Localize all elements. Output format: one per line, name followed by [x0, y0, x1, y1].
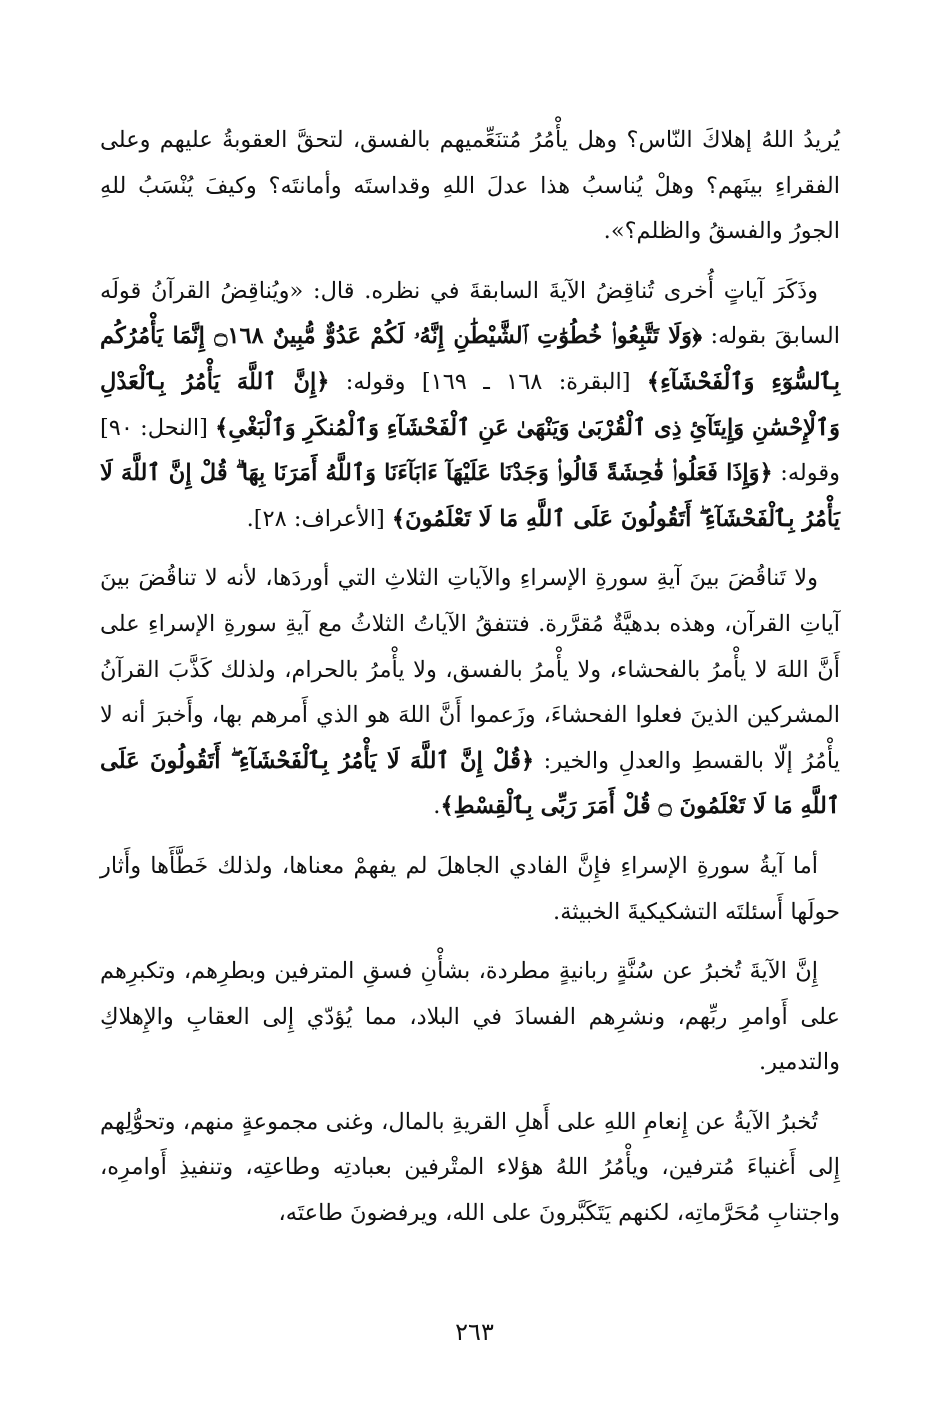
paragraph-3-text-1: ولا تَناقُضَ بينَ آيةِ سورةِ الإسراءِ والآياتِ الثلاثِ التي أوردَها، لأنه لا تناقُضَ بينَ آياتِ القرآن، وهذه بدهيَّةٌ مُقرَّرة. فتتفقُ الآياتُ الثلاثُ مع آيةِ سورةِ الإسراءِ على أَنَّ اللهَ لا يأْمرُ بالفحشاء، ولا يأْمرُ بالفسق، ولا يأْمرُ بالحرام، ولذلك كَذَّبَ القرآنُ المشركين الذينَ فعلوا الفحشاءَ، وزَعموا أَنَّ اللهَ هو الذي أَمرهم بها، وأَخبرَ أنه لا يأْمُرُ إلّا بالقسطِ والعدلِ والخير:	[100, 565, 840, 774]
citation-baqarah: [البقرة: ١٦٨ ـ ١٦٩] وقوله:	[329, 368, 647, 395]
citation-araf: [الأعراف: ٢٨].	[246, 505, 392, 532]
quran-verse-araf: ﴿وَإِذَا فَعَلُوا۟ فَٰحِشَةً قَالُوا۟ وَجَدْنَا عَلَيْهَآ ءَابَآءَنَا وَٱللَّهُ أَمَرَنَا بِهَا ۗ قُلْ إِنَّ ٱللَّهَ لَا يَأْمُرُ بِٱلْفَحْشَآءِ ۖ أَتَقُولُونَ عَلَى ٱللَّهِ مَا لَا تَعْلَمُونَ﴾	[100, 460, 840, 532]
paragraph-5	[100, 949, 840, 1086]
paragraph-6-text-1: تُخبرُ الآيةُ عن إِنعامِ اللهِ على أَهلِ القريةِ بالمال، وغنى مجموعةٍ منهم، وتحوُّلِهم إِلى أَغنياءَ مُترفين، ويأْمُرُ اللهُ هؤلاء المتْرفين بعبادتِه وطاعتِه، وتنفيذِ أَوامرِه، واجتنابِ مُحَرَّماتِه، لكنهم يَتَكَبَّرونَ على الله، ويرفضونَ طاعتَه،	[100, 1108, 840, 1227]
page-body	[100, 118, 840, 1251]
quran-verse-araf-29: ﴿قُلْ إِنَّ ٱللَّهَ لَا يَأْمُرُ بِٱلْفَحْشَآءِ ۖ أَتَقُولُونَ عَلَى ٱللَّهِ مَا لَا تَعْلَمُونَ ۝ قُلْ أَمَرَ رَبِّى بِٱلْقِسْطِ﴾	[100, 747, 840, 820]
paragraph-1-text-1: يُريدُ اللهُ إهلاكَ النّاس؟ وهل يأْمُرُ مُتنَعِّميهم بالفسق، لتحقَّ العقوبةُ عليهم وعلى الفقراءِ بينَهم؟ وهلْ يُناسبُ هذا عدلَ اللهِ وقداستَه وأمانتَه؟ وكيفَ يُنْسَبُ للهِ الجورُ والفسقُ والظلم؟».	[100, 127, 840, 245]
quran-verse-nahl: ﴿إِنَّ ٱللَّهَ يَأْمُرُ بِٱلْعَدْلِ وَٱلْإِحْسَٰنِ وَإِيتَآئِ ذِى ٱلْقُرْبَىٰ وَيَنْهَىٰ عَنِ ٱلْفَحْشَآءِ وَٱلْمُنكَرِ وَٱلْبَغْىِ﴾	[100, 368, 840, 441]
paragraph-2	[100, 269, 840, 543]
paragraph-2-text-1: وذَكَرَ آياتٍ أُخرى تُناقِضُ الآيةَ السابقةَ في نظره. قال: «ويُناقِضُ القرآنُ قولَه السابقَ بقوله:	[100, 277, 840, 350]
citation-nahl: [النحل: ٩٠] وقوله:	[100, 414, 840, 487]
paragraph-1	[100, 118, 840, 255]
quran-verse-baqarah: ﴿وَلَا تَتَّبِعُوا۟ خُطُوَٰتِ ٱلشَّيْطَٰنِ إِنَّهُۥ لَكُمْ عَدُوٌّ مُّبِينٌ ۝١٦٨ إِنَّمَا يَأْمُرُكُم بِٱلسُّوٓءِ وَٱلْفَحْشَآءِ﴾	[100, 323, 840, 395]
paragraph-5-text-1: إِنَّ الآيةَ تُخبرُ عن سُنَّةٍ ربانيةٍ مطردة، بشأْنِ فسقِ المترفين وبطرِهم، وتكبرِهم على أَوامرِ ربِّهم، ونشرِهم الفسادَ في البلاد، مما يُؤدّي إِلى العقابِ والإِهلاكِ والتدمير.	[100, 958, 840, 1076]
page-number: ٢٦٣	[455, 1318, 494, 1346]
paragraph-3	[100, 556, 840, 830]
paragraph-4-text-1: أما آيةُ سورةِ الإسراءِ فإِنَّ الفادي الجاهلَ لم يفهمْ معناها، ولذلك خَطَّأَها وأَثار حولَها أَسئلتَه التشكيكيةَ الخبيثة.	[100, 852, 840, 925]
paragraph-4	[100, 844, 840, 935]
paragraph-6	[100, 1100, 840, 1237]
paragraph-3-text-2: .	[433, 793, 441, 820]
